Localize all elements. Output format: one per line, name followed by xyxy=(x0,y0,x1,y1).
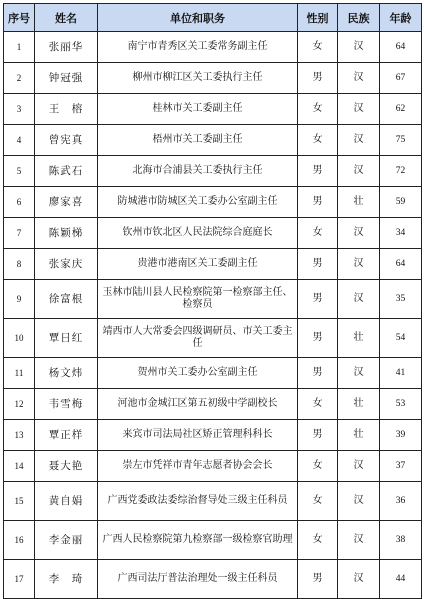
ethnicity-cell: 汉 xyxy=(338,451,380,482)
table-row xyxy=(4,420,422,451)
unit-and-position: 南宁市青秀区关工委常务副主任 xyxy=(98,32,298,63)
unit-and-position: 广西人民检察院第九检察部一级检察官助理 xyxy=(98,521,298,560)
table-row xyxy=(4,32,422,63)
table-row xyxy=(4,249,422,280)
header-unit: 单位和职务 xyxy=(98,4,298,32)
unit-and-position: 靖西市人大常委会四级调研员、市关工委主任 xyxy=(98,319,298,358)
person-name: 曾宪真 xyxy=(35,125,98,156)
age-cell: 62 xyxy=(380,94,422,125)
table-row xyxy=(4,63,422,94)
ethnicity-cell: 汉 xyxy=(338,63,380,94)
header-name: 姓名 xyxy=(35,4,98,32)
gender-cell: 男 xyxy=(298,420,338,451)
age-cell: 39 xyxy=(380,420,422,451)
gender-cell: 男 xyxy=(298,319,338,358)
person-name: 覃日红 xyxy=(35,319,98,358)
table-row xyxy=(4,156,422,187)
unit-and-position: 柳州市柳江区关工委执行主任 xyxy=(98,63,298,94)
table-row xyxy=(4,94,422,125)
gender-cell: 女 xyxy=(298,389,338,420)
age-cell: 34 xyxy=(380,218,422,249)
unit-and-position: 河池市金城江区第五初级中学副校长 xyxy=(98,389,298,420)
age-cell: 72 xyxy=(380,156,422,187)
unit-and-position: 广西党委政法委综治督导处三级主任科员 xyxy=(98,482,298,521)
table-row xyxy=(4,125,422,156)
person-name: 陈武石 xyxy=(35,156,98,187)
unit-and-position: 防城港市防城区关工委办公室副主任 xyxy=(98,187,298,218)
table-header-row xyxy=(4,4,422,32)
table-row xyxy=(4,187,422,218)
ethnicity-cell: 汉 xyxy=(338,218,380,249)
age-cell: 59 xyxy=(380,187,422,218)
row-number: 7 xyxy=(4,218,35,249)
row-number: 9 xyxy=(4,280,35,319)
row-number: 10 xyxy=(4,319,35,358)
row-number: 4 xyxy=(4,125,35,156)
age-cell: 54 xyxy=(380,319,422,358)
table-body xyxy=(4,32,422,599)
gender-cell: 男 xyxy=(298,560,338,599)
gender-cell: 女 xyxy=(298,125,338,156)
age-cell: 64 xyxy=(380,249,422,280)
person-name: 李金丽 xyxy=(35,521,98,560)
unit-and-position: 来宾市司法局社区矫正管理科科长 xyxy=(98,420,298,451)
gender-cell: 女 xyxy=(298,451,338,482)
age-cell: 75 xyxy=(380,125,422,156)
gender-cell: 女 xyxy=(298,521,338,560)
table-row xyxy=(4,218,422,249)
person-name: 徐富根 xyxy=(35,280,98,319)
person-name: 聂大艳 xyxy=(35,451,98,482)
ethnicity-cell: 壮 xyxy=(338,420,380,451)
table-row xyxy=(4,319,422,358)
age-cell: 37 xyxy=(380,451,422,482)
row-number: 3 xyxy=(4,94,35,125)
ethnicity-cell: 壮 xyxy=(338,187,380,218)
row-number: 11 xyxy=(4,358,35,389)
person-name: 杨文炜 xyxy=(35,358,98,389)
ethnicity-cell: 汉 xyxy=(338,249,380,280)
gender-cell: 男 xyxy=(298,63,338,94)
row-number: 1 xyxy=(4,32,35,63)
row-number: 8 xyxy=(4,249,35,280)
unit-and-position: 梧州市关工委副主任 xyxy=(98,125,298,156)
person-name: 李 琦 xyxy=(35,560,98,599)
ethnicity-cell: 汉 xyxy=(338,94,380,125)
person-name: 廖家喜 xyxy=(35,187,98,218)
age-cell: 38 xyxy=(380,521,422,560)
table-row xyxy=(4,389,422,420)
row-number: 13 xyxy=(4,420,35,451)
unit-and-position: 贺州市关工委办公室副主任 xyxy=(98,358,298,389)
row-number: 5 xyxy=(4,156,35,187)
table-row xyxy=(4,521,422,560)
person-name: 王 榕 xyxy=(35,94,98,125)
row-number: 17 xyxy=(4,560,35,599)
age-cell: 41 xyxy=(380,358,422,389)
header-no: 序号 xyxy=(4,4,35,32)
row-number: 6 xyxy=(4,187,35,218)
person-name: 张丽华 xyxy=(35,32,98,63)
row-number: 12 xyxy=(4,389,35,420)
ethnicity-cell: 壮 xyxy=(338,319,380,358)
table-row xyxy=(4,482,422,521)
person-name: 覃正样 xyxy=(35,420,98,451)
gender-cell: 男 xyxy=(298,280,338,319)
person-name: 黄自娟 xyxy=(35,482,98,521)
person-name: 张家庆 xyxy=(35,249,98,280)
age-cell: 35 xyxy=(380,280,422,319)
ethnicity-cell: 汉 xyxy=(338,482,380,521)
gender-cell: 女 xyxy=(298,32,338,63)
ethnicity-cell: 汉 xyxy=(338,125,380,156)
row-number: 2 xyxy=(4,63,35,94)
header-gender: 性别 xyxy=(298,4,338,32)
age-cell: 67 xyxy=(380,63,422,94)
person-name: 陈颖梯 xyxy=(35,218,98,249)
ethnicity-cell: 汉 xyxy=(338,560,380,599)
table-row xyxy=(4,358,422,389)
table-row xyxy=(4,560,422,599)
ethnicity-cell: 汉 xyxy=(338,521,380,560)
unit-and-position: 北海市合浦县关工委执行主任 xyxy=(98,156,298,187)
unit-and-position: 广西司法厅普法治理处一级主任科员 xyxy=(98,560,298,599)
gender-cell: 男 xyxy=(298,187,338,218)
gender-cell: 男 xyxy=(298,249,338,280)
header-ethnic: 民族 xyxy=(338,4,380,32)
age-cell: 53 xyxy=(380,389,422,420)
unit-and-position: 钦州市钦北区人民法院综合庭庭长 xyxy=(98,218,298,249)
ethnicity-cell: 汉 xyxy=(338,358,380,389)
unit-and-position: 崇左市凭祥市青年志愿者协会会长 xyxy=(98,451,298,482)
gender-cell: 女 xyxy=(298,218,338,249)
unit-and-position: 桂林市关工委副主任 xyxy=(98,94,298,125)
award-list-table xyxy=(3,3,422,599)
unit-and-position: 贵港市港南区关工委副主任 xyxy=(98,249,298,280)
unit-and-position: 玉林市陆川县人民检察院第一检察部主任、检察员 xyxy=(98,280,298,319)
table-row xyxy=(4,451,422,482)
age-cell: 64 xyxy=(380,32,422,63)
row-number: 15 xyxy=(4,482,35,521)
header-age: 年龄 xyxy=(380,4,422,32)
row-number: 14 xyxy=(4,451,35,482)
gender-cell: 女 xyxy=(298,94,338,125)
row-number: 16 xyxy=(4,521,35,560)
ethnicity-cell: 汉 xyxy=(338,156,380,187)
ethnicity-cell: 壮 xyxy=(338,389,380,420)
age-cell: 36 xyxy=(380,482,422,521)
gender-cell: 男 xyxy=(298,358,338,389)
gender-cell: 女 xyxy=(298,482,338,521)
ethnicity-cell: 汉 xyxy=(338,32,380,63)
age-cell: 44 xyxy=(380,560,422,599)
person-name: 钟冠强 xyxy=(35,63,98,94)
gender-cell: 男 xyxy=(298,156,338,187)
table-row xyxy=(4,280,422,319)
person-name: 韦雪梅 xyxy=(35,389,98,420)
ethnicity-cell: 汉 xyxy=(338,280,380,319)
